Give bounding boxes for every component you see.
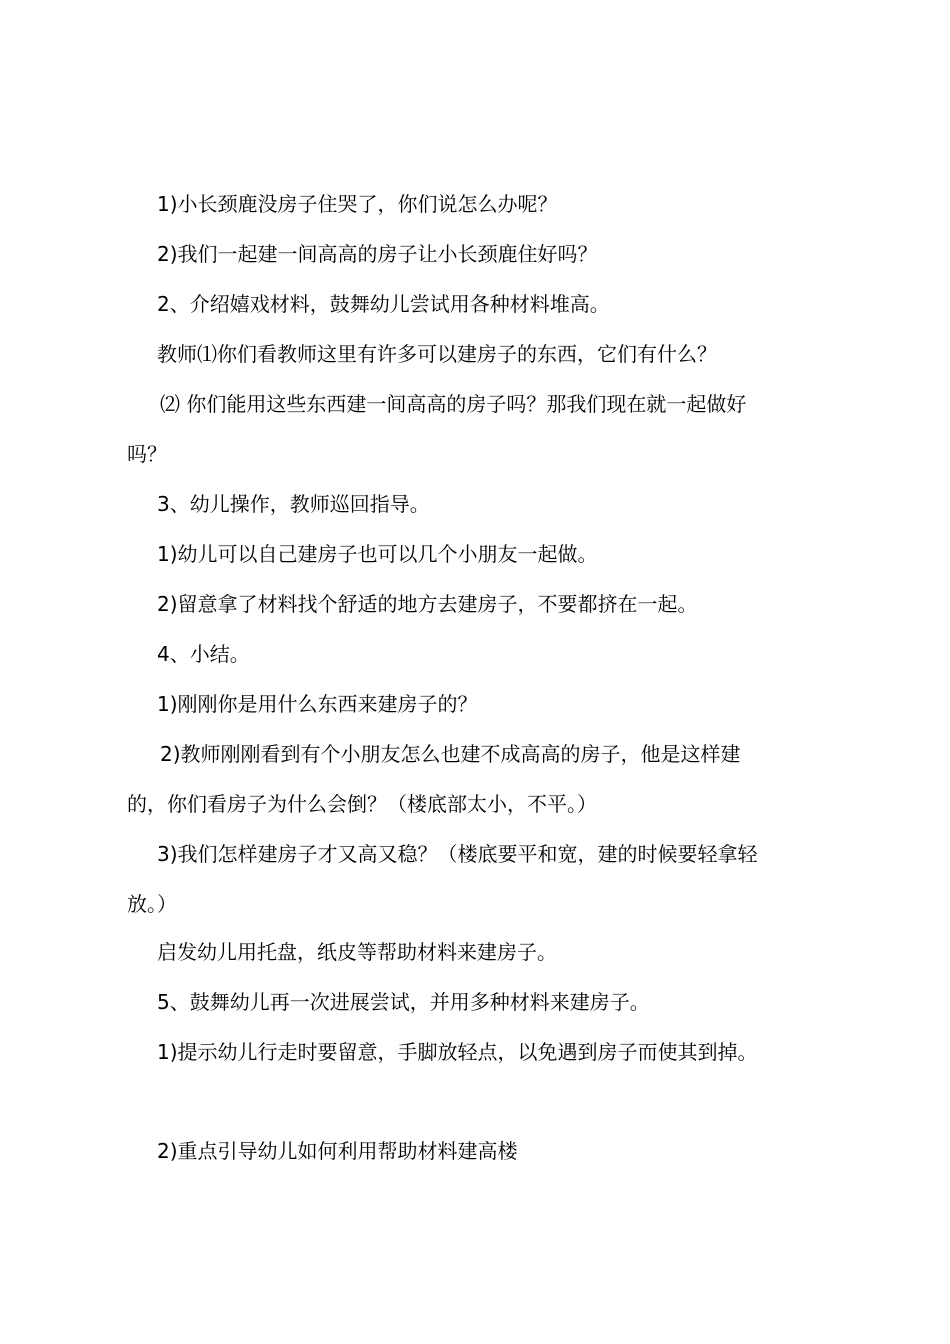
text-line-19: 2)重点引导幼儿如何利用帮助材料建高楼 <box>157 1139 518 1163</box>
text-line-2: 2)我们一起建一间高高的房子让小长颈鹿住好吗？ <box>157 242 598 266</box>
text-line-10: 4、小结。 <box>157 642 250 666</box>
text-line-17: 5、鼓舞幼儿再一次进展尝试，并用多种材料来建房子。 <box>157 990 650 1014</box>
text-line-3: 2、介绍嬉戏材料，鼓舞幼儿尝试用各种材料堆高。 <box>157 292 610 316</box>
text-line-4: 教师⑴你们看教师这里有许多可以建房子的东西，它们有什么？ <box>157 342 717 366</box>
text-line-16: 启发幼儿用托盘，纸皮等帮助材料来建房子。 <box>157 940 557 964</box>
text-line-5: ⑵ 你们能用这些东西建一间高高的房子吗？那我们现在就一起做好 <box>160 392 747 416</box>
text-line-8: 1)幼儿可以自己建房子也可以几个小朋友一起做。 <box>157 542 598 566</box>
text-line-6: 吗？ <box>127 442 167 466</box>
text-line-12: 2)教师刚刚看到有个小朋友怎么也建不成高高的房子，他是这样建 <box>160 742 741 766</box>
text-line-18: 1)提示幼儿行走时要留意，手脚放轻点，以免遇到房子而使其到掉。 <box>157 1040 758 1064</box>
text-line-15: 放。） <box>127 892 177 916</box>
text-line-1: 1)小长颈鹿没房子住哭了，你们说怎么办呢？ <box>157 192 558 216</box>
text-line-14: 3)我们怎样建房子才又高又稳？（楼底要平和宽，建的时候要轻拿轻 <box>157 842 758 866</box>
text-line-7: 3、幼儿操作，教师巡回指导。 <box>157 492 430 516</box>
text-line-11: 1)刚刚你是用什么东西来建房子的？ <box>157 692 478 716</box>
text-line-13: 的，你们看房子为什么会倒？（楼底部太小，不平。） <box>127 792 597 816</box>
text-line-9: 2)留意拿了材料找个舒适的地方去建房子，不要都挤在一起。 <box>157 592 698 616</box>
